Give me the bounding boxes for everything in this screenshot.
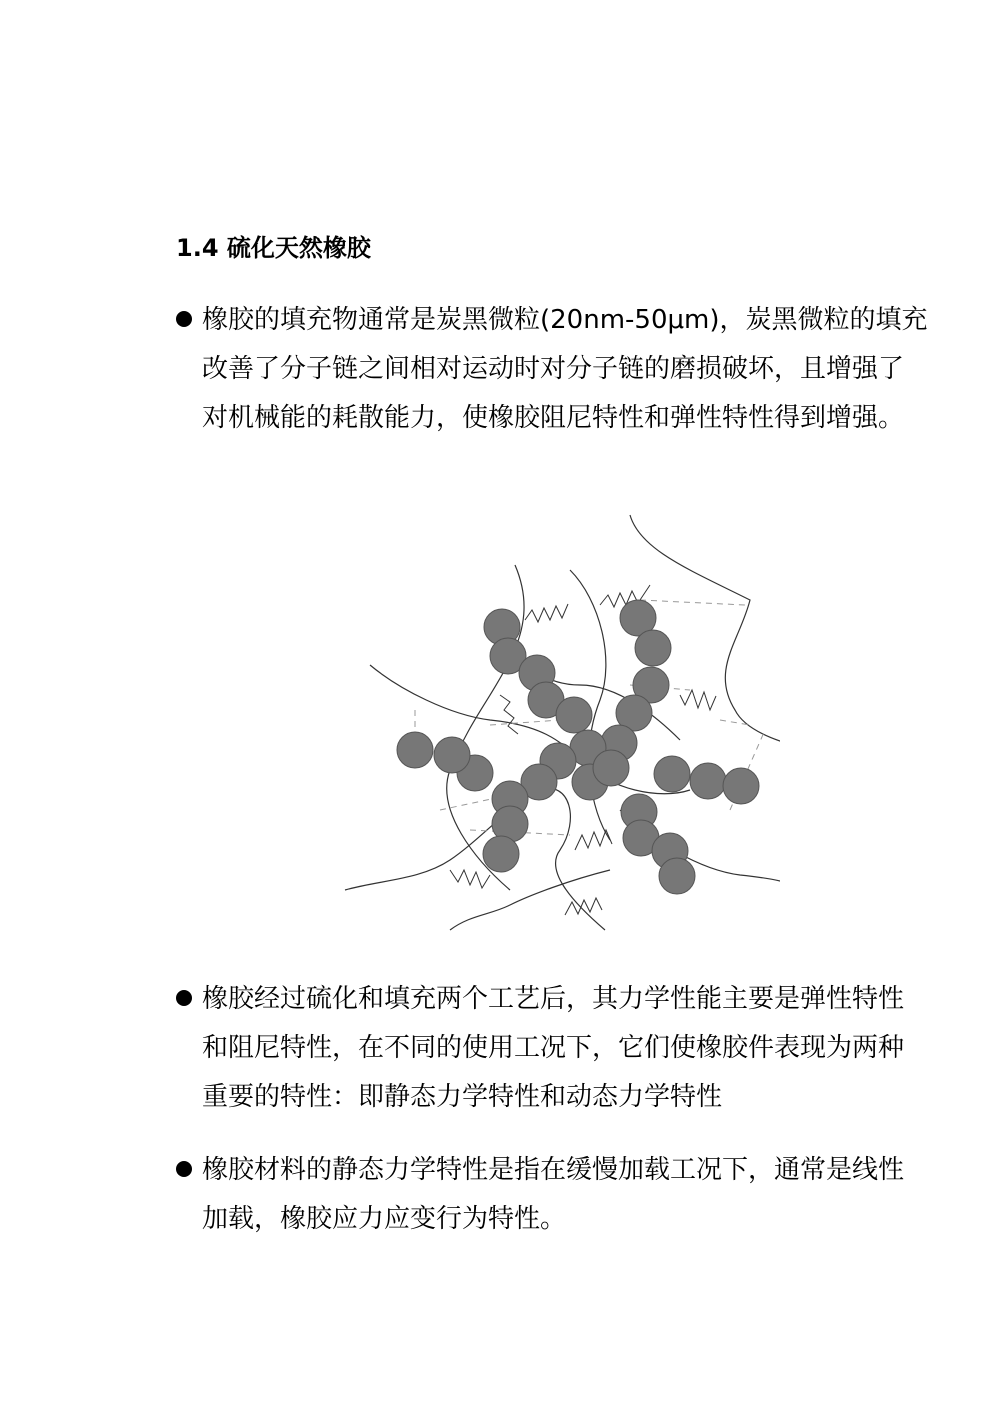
zigzag-chain bbox=[680, 690, 716, 710]
carbon-black-particle bbox=[654, 756, 690, 792]
carbon-black-particle bbox=[434, 737, 470, 773]
polymer-chain bbox=[345, 788, 605, 930]
zigzag-chain bbox=[565, 898, 602, 915]
carbon-black-particle bbox=[483, 836, 519, 872]
bullet-line: 改善了分子链之间相对运动时对分子链的磨损破坏，且增强了 bbox=[202, 354, 905, 384]
carbon-black-particle bbox=[593, 750, 629, 786]
bullet-dot-icon bbox=[176, 990, 192, 1006]
bullet-line: 橡胶经过硫化和填充两个工艺后，其力学性能主要是弹性特性 bbox=[202, 984, 905, 1014]
section-heading: 1.4 硫化天然橡胶 bbox=[176, 234, 371, 262]
carbon-black-particle bbox=[659, 858, 695, 894]
bullet-text bbox=[202, 1146, 952, 1244]
bullet-line: 和阻尼特性，在不同的使用工况下，它们使橡胶件表现为两种 bbox=[202, 1033, 905, 1063]
carbon-black-particle bbox=[635, 630, 671, 666]
bullet-line: 橡胶的填充物通常是炭黑微粒(20nm-50μm)，炭黑微粒的填充 bbox=[202, 305, 928, 335]
zigzag-chain bbox=[575, 830, 612, 850]
bullet-text bbox=[202, 296, 952, 443]
polymer-chain bbox=[450, 870, 610, 930]
bullet-line: 重要的特性：即静态力学特性和动态力学特性 bbox=[202, 1082, 723, 1112]
carbon-black-particle bbox=[397, 732, 433, 768]
bullet-dot-icon bbox=[176, 311, 192, 327]
bullet-line: 橡胶材料的静态力学特性是指在缓慢加载工况下，通常是线性 bbox=[202, 1155, 905, 1185]
carbon-black-particles bbox=[397, 600, 759, 894]
zigzag-chain bbox=[450, 870, 490, 888]
zigzag-chain bbox=[525, 604, 568, 622]
bullet-line: 加载，橡胶应力应变行为特性。 bbox=[202, 1204, 567, 1234]
carbon-black-network-figure bbox=[340, 510, 780, 950]
bullet-line: 对机械能的耗散能力，使橡胶阻尼特性和弹性特性得到增强。 bbox=[202, 403, 905, 433]
bullet-dot-icon bbox=[176, 1161, 192, 1177]
zigzag-chain bbox=[500, 695, 518, 734]
carbon-black-particle bbox=[690, 763, 726, 799]
carbon-black-particle bbox=[556, 697, 592, 733]
bullet-text bbox=[202, 975, 952, 1122]
crosslink bbox=[640, 600, 745, 605]
carbon-black-particle bbox=[723, 768, 759, 804]
